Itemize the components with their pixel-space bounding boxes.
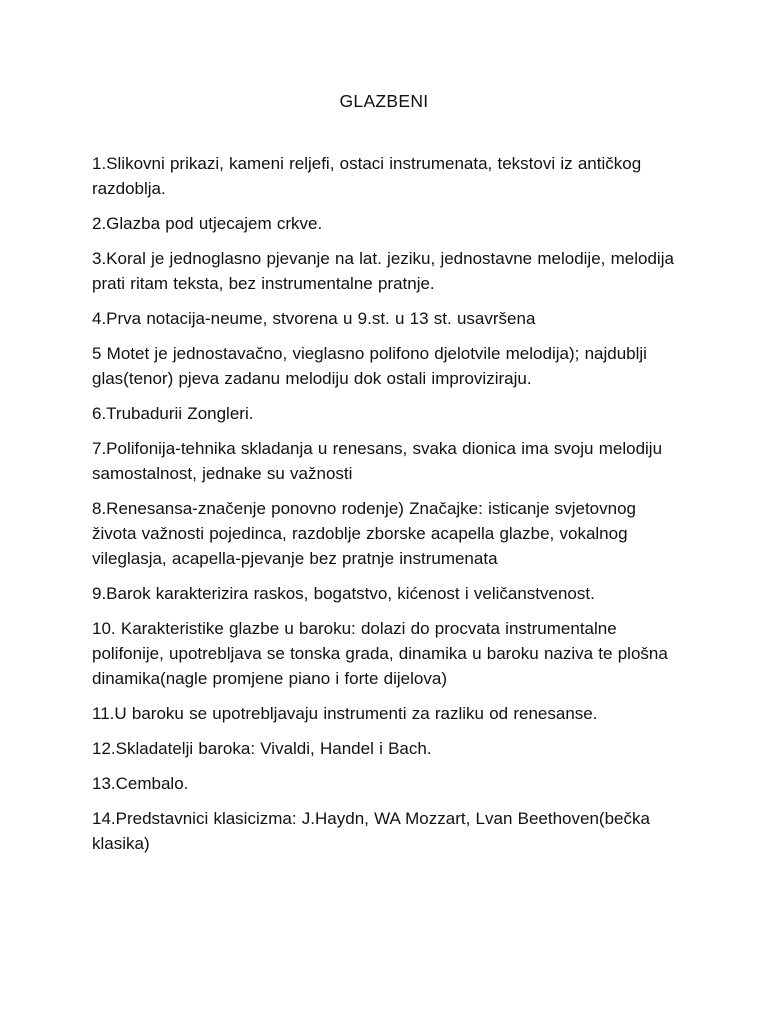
document-body (92, 151, 682, 866)
paragraph-14: 14.Predstavnici klasicizma: J.Haydn, WA Mozzart, Lvan Beethoven(bečka klasika) (92, 809, 650, 853)
paragraph-6: 6.Trubadurii Zongleri. (92, 404, 254, 423)
paragraph-13: 13.Cembalo. (92, 774, 189, 793)
paragraph-5: 5 Motet je jednostavačno, vieglasno polifono djelotvile melodija); najdublji glas(tenor) pjeva zadanu melodiju dok ostali improviziraju. (92, 344, 647, 388)
paragraph-7: 7.Polifonija-tehnika skladanja u renesans, svaka dionica ima svoju melodiju samostalnost, jednake su važnosti (92, 439, 663, 483)
document-title: GLAZBENI (339, 91, 429, 111)
paragraph-1: 1.Slikovni prikazi, kameni reljefi, ostaci instrumenata, tekstovi iz antičkog razdoblja. (92, 154, 642, 198)
paragraph-9: 9.Barok karakterizira raskos, bogatstvo, kićenost i veličanstvenost. (92, 584, 595, 603)
paragraph-11: 11.U baroku se upotrebljavaju instrumenti za razliku od renesanse. (92, 704, 598, 723)
paragraph-4: 4.Prva notacija-neume, stvorena u 9.st. u 13 st. usavršena (92, 309, 536, 328)
paragraph-12: 12.Skladatelji baroka: Vivaldi, Handel i Bach. (92, 739, 432, 758)
paragraph-10: 10. Karakteristike glazbe u baroku: dolazi do procvata instrumentalne polifonije, upotrebljava se tonska grada, dinamika u baroku naziva te plošna dinamika(nagle promjene piano i forte dijelova) (92, 619, 668, 688)
paragraph-3: 3.Koral je jednoglasno pjevanje na lat. jeziku, jednostavne melodije, melodija prati ritam teksta, bez instrumentalne pratnje. (92, 249, 674, 293)
paragraph-8: 8.Renesansa-značenje ponovno rodenje) Značajke: isticanje svjetovnog života važnosti pojedinca, razdoblje zborske acapella glazbe, vokalnog vileglasja, acapella-pjevanje bez pratnje instrumenata (92, 499, 637, 568)
paragraph-2: 2.Glazba pod utjecajem crkve. (92, 214, 323, 233)
